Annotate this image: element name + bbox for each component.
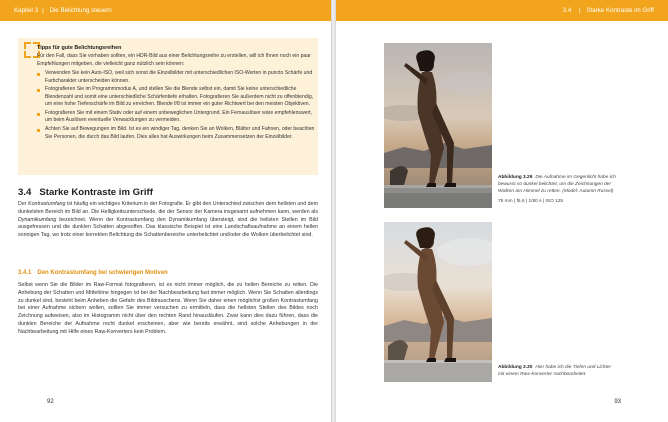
subsection-number: 3.4.1 — [18, 270, 32, 276]
chapter-label: Kapitel 3 — [14, 7, 39, 14]
tip-content — [37, 45, 315, 142]
left-page-number: 92 — [47, 399, 54, 405]
figure-2-caption — [498, 364, 618, 378]
photo-processed-image — [384, 222, 492, 382]
figure-1-caption — [498, 174, 618, 205]
figure-2-label: Abbildung 3.30 — [498, 365, 533, 370]
left-page — [0, 0, 331, 422]
section-number: 3.4 — [18, 187, 32, 198]
tip-list — [37, 70, 315, 141]
tip-item: Verwenden Sie kein Auto-ISO, weil sich sonst die Einzelbilder mit unterschiedlichen ISO-Werten in puncto Schärfe und Farbcharakter unterscheiden können. — [37, 70, 315, 85]
photo-processed — [384, 222, 492, 382]
right-page — [336, 0, 668, 422]
section-title: Starke Kontraste im Griff — [39, 187, 153, 198]
header-section-number: 3.4 — [562, 7, 572, 14]
tip-item: Achten Sie auf Bewegungen im Bild. Ist es ein windiger Tag, denken Sie an Wolken, Blätter und Fahnen, oder beachten Sie Personen, die durch das Bild laufen. Dies alles hat Auswirkungen beim Zusammensetzen der Einzelbilder. — [37, 126, 315, 141]
section-heading — [18, 187, 153, 198]
section-paragraph: Der Kontrastumfang ist häufig ein wichtiges Kriterium in der Fotografie. Er gibt den Unterschied zwischen dem hellsten und dem dunkelsten Bereich im Bild an. Die Helligkeitsunterschiede, die der Sensor der Kamera insgesamt aufnehmen kann, werden als Dynamikumfang bezeichnet. Wenn der Kontrastumfang den Dynamikumfang übersteigt, sind die hellsten Stellen im Bild ausgefressen und die dunklen Schatten abgesoffen. Das klassische Beispiel ist eine Landschaftsaufnahme an einem hellen sonnigen Tag, wo trotz einer korrekten Belichtung die Schattenbereiche unterbelichtet und/oder die Wolken überbelichtet sind. — [18, 201, 318, 239]
left-running-header: Kapitel 3 | Die Belichtung steuern — [0, 0, 331, 21]
figure-2-text: Hier habe ich die Tiefen und Lichter mit einem Raw-Konverter nachbearbeitet. — [498, 365, 612, 377]
tip-item: Fotografieren Sie im Programmmodus A, und stellen Sie die Blende selbst ein, damit Sie keine unterschiedliche Blendenzahl und somit eine unterschiedliche Schärfentiefe erhalten. Fotografieren Sie außerdem nicht zu offenblendig, um eine hohe Tiefenschärfe im Bild zu erreichen. Blende f/8 ist immer ein guter Richtwert bei den meisten Objektiven. — [37, 86, 315, 108]
right-running-header: 3.4 | Starke Kontraste im Griff — [336, 0, 668, 21]
photo-dark-exposure — [384, 43, 492, 208]
header-section-title: Starke Kontraste im Griff — [586, 7, 654, 14]
tip-item: Fotografieren Sie mit einem Stativ oder auf einem unbeweglichen Untergrund. Ein Fernauslöser wäre empfehlenswert, um beim Auslösen eventuelle Verwacklungen zu vermeiden. — [37, 110, 315, 125]
subsection-title: Den Kontrastumfang bei schwierigen Motiven — [37, 270, 168, 276]
tip-intro: Für den Fall, dass Sie vorhaben sollten, ein HDR-Bild aus einer Belichtungsreihe zu erstellen, will ich Ihnen noch ein paar Empfehlungen mitgeben, die vielleicht ganz nützlich sein können: — [37, 53, 311, 67]
subsection-paragraph: Selbst wenn Sie die Bilder im Raw-Format fotografieren, ist es nicht immer möglich, die zu hellen Bereiche zu retten. Die Anhebung der Schatten und Mitteltöne hingegen ist bei der Nachbearbeitung fast immer möglich. Wenn Sie Schatten allerdings zu dunkel sind, besteht beim Anheben die Gefahr des Bildrauschens. Wenn Sie daher einen möglichst großen Kontrastumfang bei einer Aufnahme sichern wollen, sollten Sie immer versuchen zu ermitteln, dass die hellsten Stellen des Bildes noch Zeichnung aufweisen, also im Histogramm nicht über den rechten Rand hinausläufen. Zwar kann dies dazu führen, dass die dunklen Bereiche der Aufnahme recht dunkel erscheinen, aber wie bereits erwähnt, sind solche Anhebungen in der Nachbearbeitung mit Hilfe eines Raw-Konverters kein Problem. — [18, 282, 318, 335]
photo-dark-exposure-image — [384, 43, 492, 208]
term-dynamikumfang: Dynamikumfang — [18, 216, 57, 223]
right-page-number: 93 — [614, 399, 621, 405]
term-kontrastumfang: Kontrastumfang — [28, 201, 66, 207]
subsection-heading — [18, 270, 168, 276]
figure-1-label: Abbildung 3.29 — [498, 175, 533, 180]
chapter-title: Die Belichtung steuern — [49, 7, 112, 14]
figure-1-text: Die Aufnahme im Gegenlicht habe ich bewusst so dunkel belichtet, um die Zeichnungen der Wolken am Himmel zu retten. (Model: Autumn Russel) — [498, 175, 616, 194]
figure-1-exif: 75 mm | f5,6 | 1/80 s | ISO 125 — [498, 199, 564, 204]
tip-title: Tipps für gute Belichtungsreihen — [37, 45, 122, 51]
